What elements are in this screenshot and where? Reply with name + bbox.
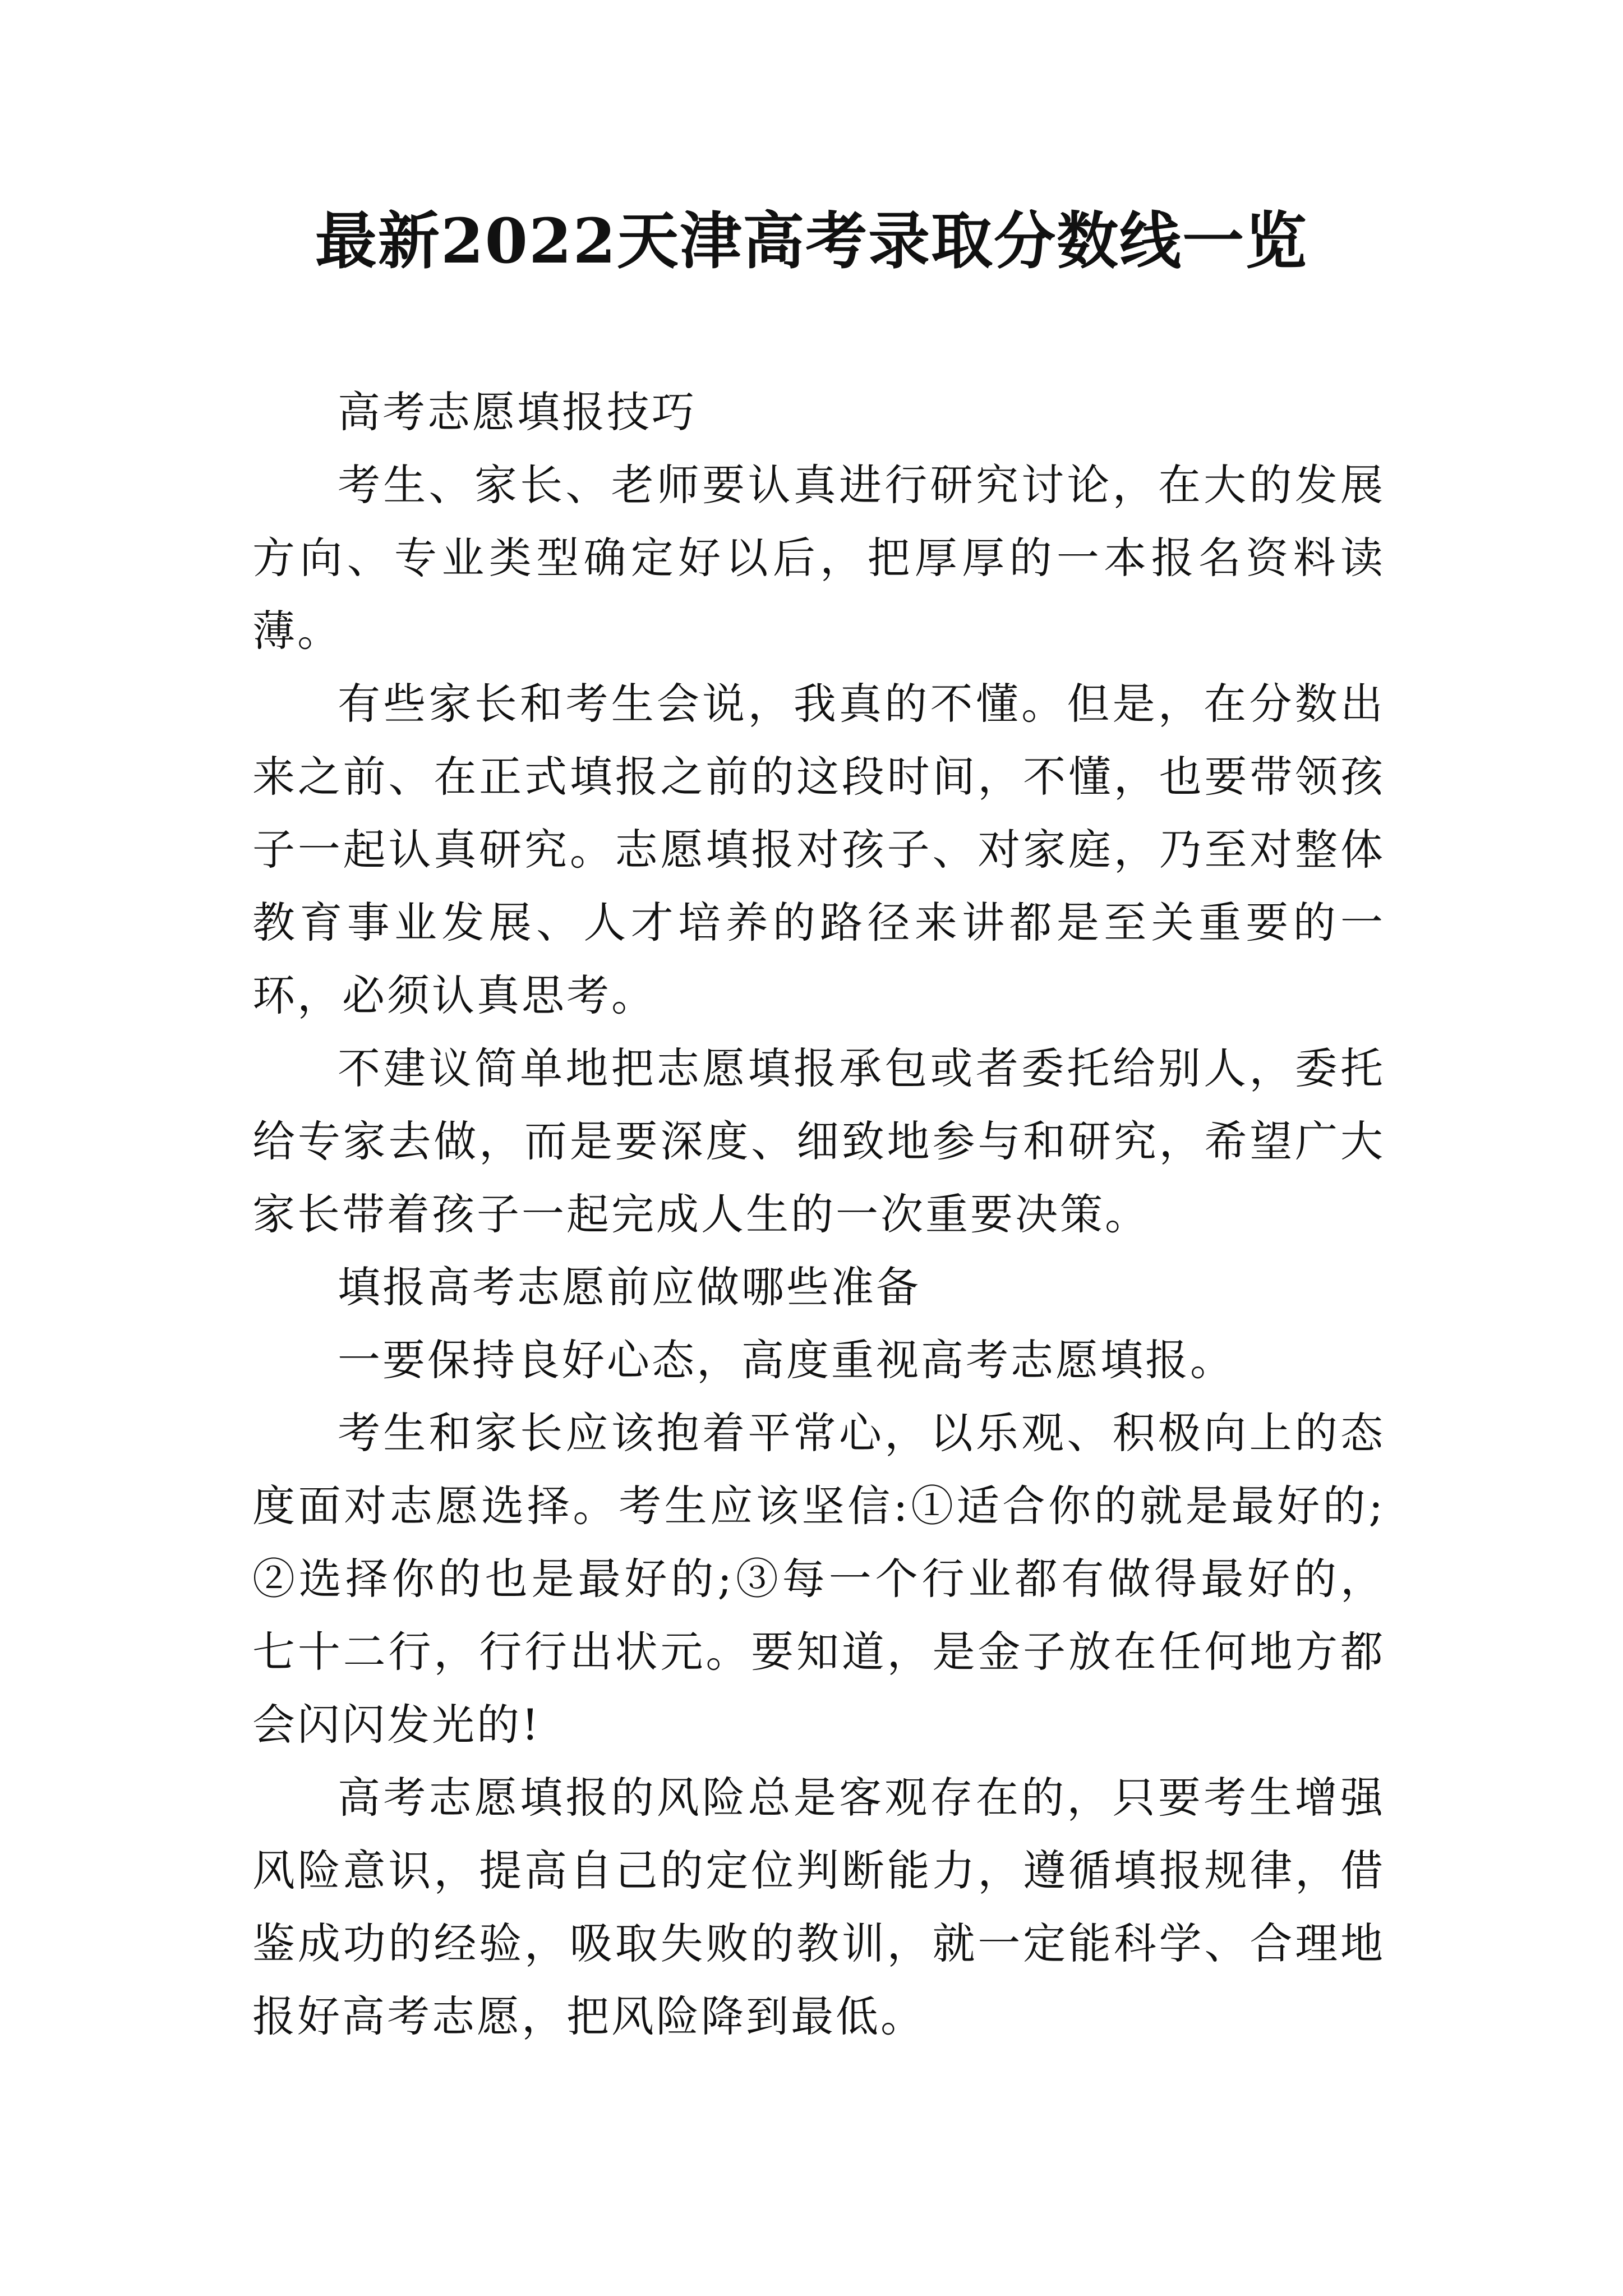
body-paragraph: 高考志愿填报的风险总是客观存在的，只要考生增强风险意识，提高自己的定位判断能力，遵循填报规律，借鉴成功的经验，吸取失败的教训，就一定能科学、合理地报好高考志愿，把风险降到最低。 (252, 1773, 1385, 2041)
document-body (252, 376, 1385, 2053)
body-paragraph: 考生、家长、老师要认真进行研究讨论，在大的发展方向、专业类型确定好以后，把厚厚的一本报名资料读薄。 (252, 460, 1385, 656)
body-paragraph: 有些家长和考生会说，我真的不懂。但是，在分数出来之前、在正式填报之前的这段时间，不懂，也要带领孩子一起认真研究。志愿填报对孩子、对家庭，乃至对整体教育事业发展、人才培养的路径来讲都是至关重要的一环，必须认真思考。 (252, 679, 1385, 1020)
section-heading: 填报高考志愿前应做哪些准备 (338, 1262, 921, 1312)
body-paragraph: 考生和家长应该抱着平常心，以乐观、积极向上的态度面对志愿选择。考生应该坚信:①适合你的就是最好的;②选择你的也是最好的;③每一个行业都有做得最好的，七十二行，行行出状元。要知道，是金子放在任何地方都会闪闪发光的! (252, 1408, 1385, 1750)
body-paragraph: 一要保持良好心态，高度重视高考志愿填报。 (338, 1335, 1235, 1385)
section-heading: 高考志愿填报技巧 (338, 387, 697, 437)
document-title: 最新2022天津高考录取分数线一览 (315, 205, 1308, 277)
body-paragraph: 不建议简单地把志愿填报承包或者委托给别人，委托给专家去做，而是要深度、细致地参与和研究，希望广大家长带着孩子一起完成人生的一次重要决策。 (252, 1043, 1385, 1239)
